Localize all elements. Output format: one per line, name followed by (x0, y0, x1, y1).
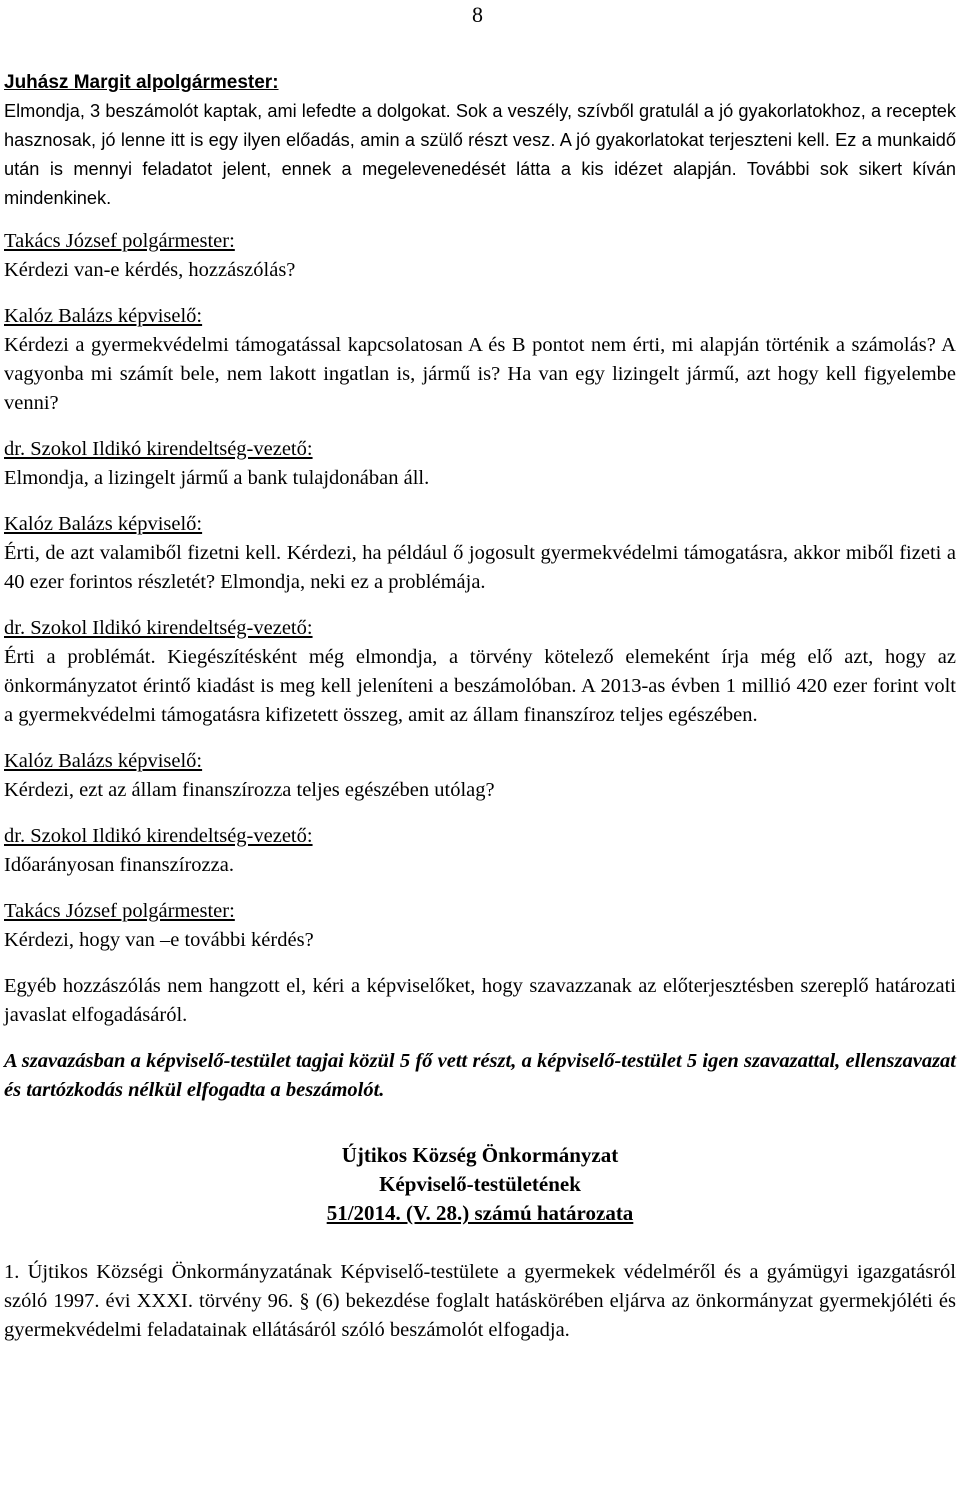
speaker-name: Kalóz Balázs képviselő: (4, 513, 203, 535)
speaker-name: Takács József polgármester: (4, 230, 235, 252)
resolution-number: 51/2014. (V. 28.) számú határozata (326, 1201, 634, 1225)
speech-block (4, 302, 956, 418)
speaker-name: Takács József polgármester: (4, 900, 235, 922)
speech-text: Kérdezi a gyermekvédelmi támogatással kapcsolatosan A és B pontot nem érti, mi alapján történik a számolás? A vagyonba mi számít bele, nem lakott ingatlan is, jármű is? Ha van egy lizingelt jármű, azt hogy kell figyelembe venni? (4, 334, 956, 414)
speech-block (4, 435, 956, 493)
speech-block (4, 510, 956, 597)
speech-text: Kérdezi van-e kérdés, hozzászólás? (4, 259, 296, 281)
speech-text: Elmondja, 3 beszámolót kaptak, ami lefedte a dolgokat. Sok a veszély, szívből gratulál a jó gyakorlatokhoz, a receptek hasznosak, jó lenne itt is egy ilyen előadás, amin a szülő részt vesz. A jó gyakorlatokat terjeszteni kell. Ez a munkaidő után is mennyi feladatot jelent, ennek a megelevenedését látta a kis idézet alapján. További sok sikert kíván mindenkinek. (4, 101, 956, 208)
speech-block (4, 897, 956, 955)
speaker-name: dr. Szokol Ildikó kirendeltség-vezető: (4, 825, 313, 847)
speech-block (4, 822, 956, 880)
speech-text: Kérdezi, ezt az állam finanszírozza teljes egészében utólag? (4, 779, 495, 801)
resolution-title (4, 1141, 956, 1228)
speaker-name: Kalóz Balázs képviselő: (4, 305, 203, 327)
speech-block (4, 227, 956, 285)
resolution-title-line2: Képviselő-testületének (379, 1172, 581, 1196)
voting-result: A szavazásban a képviselő-testület tagjai közül 5 fő vett részt, a képviselő-testület 5 igen szavazattal, ellenszavazat és tartózkodás nélkül elfogadta a beszámolót. (4, 1050, 956, 1101)
document-body (4, 68, 956, 1345)
speech-text: Elmondja, a lizingelt jármű a bank tulajdonában áll. (4, 467, 430, 489)
speech-block (4, 747, 956, 805)
closing-paragraph: Egyéb hozzászólás nem hangzott el, kéri a képviselőket, hogy szavazzanak az előterjesztésben szereplő határozati javaslat elfogadásáról. (4, 975, 956, 1026)
speaker-name: Kalóz Balázs képviselő: (4, 750, 203, 772)
speaker-name: dr. Szokol Ildikó kirendeltség-vezető: (4, 438, 313, 460)
speech-text: Érti a problémát. Kiegészítésként még elmondja, a törvény kötelező elemeként írja még elő azt, hogy az önkormányzatot érintő kiadást is meg kell jeleníteni a beszámolóban. A 2013-as évben 1 millió 420 ezer forint volt a gyermekvédelmi támogatásra kifizetett összeg, amit az állam finanszíroz teljes egészében. (4, 646, 956, 726)
speech-block (4, 614, 956, 730)
speech-text: Érti, de azt valamiből fizetni kell. Kérdezi, ha például ő jogosult gyermekvédelmi támogatásra, akkor miből fizeti a 40 ezer forintos részletét? Elmondja, neki ez a problémája. (4, 542, 956, 593)
speaker-name: Juhász Margit alpolgármester: (4, 72, 279, 93)
resolution-title-line1: Újtikos Község Önkormányzat (341, 1143, 619, 1167)
speech-text: Időarányosan finanszírozza. (4, 854, 234, 876)
speaker-name: dr. Szokol Ildikó kirendeltség-vezető: (4, 617, 313, 639)
speech-block (4, 68, 956, 213)
page-number: 8 (472, 2, 483, 27)
speech-text: Kérdezi, hogy van –e további kérdés? (4, 929, 314, 951)
resolution-text: 1. Újtikos Községi Önkormányzatának Képviselő-testülete a gyermekek védelméről és a gyámügyi igazgatásról szóló 1997. évi XXXI. törvény 96. § (6) bekezdése foglalt hatáskörében eljárva az önkormányzat gyermekjóléti és gyermekvédelmi feladatainak ellátásáról szóló beszámolót elfogadja. (4, 1261, 956, 1341)
